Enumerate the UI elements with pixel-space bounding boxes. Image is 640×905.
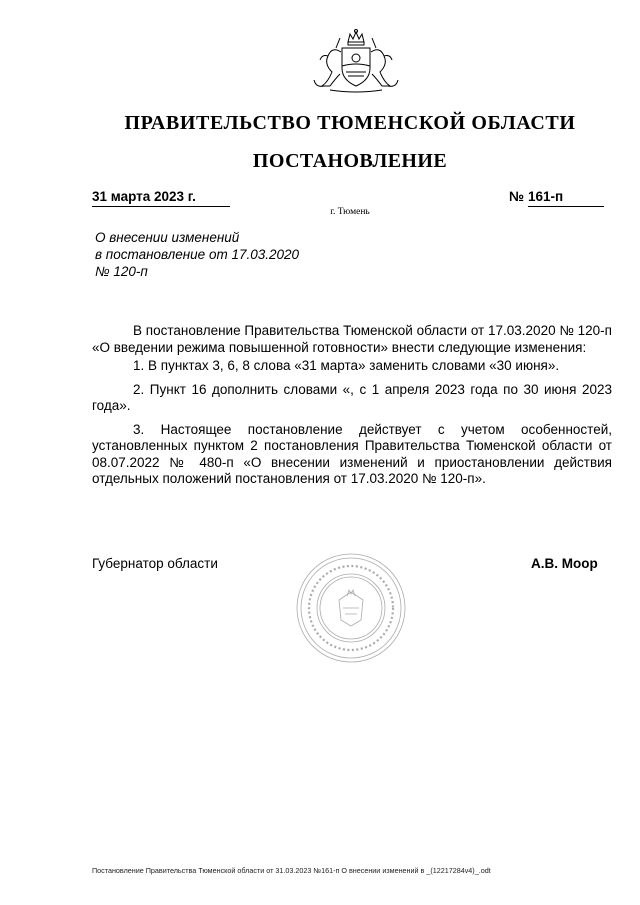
document-body [92, 323, 612, 495]
document-city: г. Тюмень [330, 207, 370, 217]
number-prefix: № [509, 189, 525, 204]
body-paragraph-item-2: 2. Пункт 16 дополнить словами «, с 1 апреля 2023 года по 30 июня 2023 года». [92, 381, 612, 413]
coat-of-arms-icon [310, 28, 402, 96]
document-subject [95, 229, 355, 280]
body-paragraph-intro: В постановление Правительства Тюменской области от 17.03.2020 № 120-п «О введении режима повышенной готовности» внести следующие изменения: [92, 323, 612, 355]
signer-name: А.В. Моор [531, 556, 598, 571]
subject-line: в постановление от 17.03.2020 [95, 247, 300, 262]
document-date: 31 марта 2023 г. [92, 188, 230, 207]
official-seal-icon [295, 552, 407, 664]
government-title: ПРАВИТЕЛЬСТВО ТЮМЕНСКОЙ ОБЛАСТИ [124, 112, 576, 134]
document-footer: Постановление Правительства Тюменской области от 31.03.2023 №161-п О внесении изменений в _(12217284v4)_.odt [92, 866, 491, 875]
body-paragraph-item-1: 1. В пунктах 3, 6, 8 слова «31 марта» заменить словами «30 июня». [133, 358, 560, 373]
signer-position: Губернатор области [92, 556, 218, 571]
document-type: ПОСТАНОВЛЕНИЕ [252, 150, 448, 172]
document-number: 161-п [528, 188, 604, 207]
subject-line: № 120-п [95, 264, 148, 279]
subject-line: О внесении изменений [95, 230, 240, 245]
body-paragraph-item-3: 3. Настоящее постановление действует с учетом особенностей, установленных пунктом 2 постановления Правительства Тюменской области от 08.07.2022 № 480-п «О внесении изменений и приостановлении действия отдельных положений постановления от 17.03.2020 № 120-п». [92, 421, 612, 486]
